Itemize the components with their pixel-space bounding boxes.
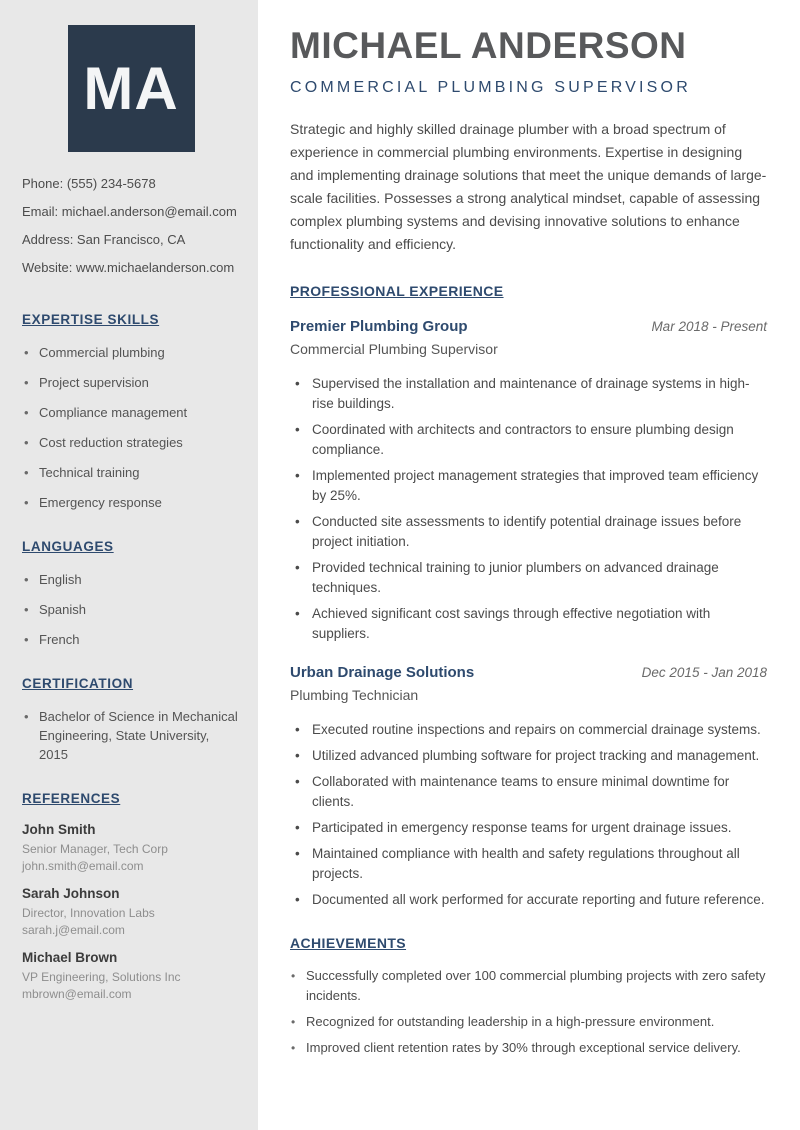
experience-section [290, 283, 767, 910]
languages-list [22, 570, 240, 649]
reference-role: VP Engineering, Solutions Inc [22, 970, 181, 984]
certification-heading: CERTIFICATION [22, 676, 134, 691]
job-bullet: • Collaborated with maintenance teams to ensure minimal downtime for clients. [290, 772, 767, 812]
skill-item: • Commercial plumbing [22, 343, 240, 362]
company-name: Premier Plumbing Group [290, 318, 468, 335]
monogram-badge: MA [68, 25, 195, 152]
reference-card [22, 822, 240, 875]
job-dates: Dec 2015 - Jan 2018 [641, 665, 767, 680]
contact-phone: Phone: (555) 234-5678 [22, 176, 156, 191]
achievement-item: • Recognized for outstanding leadership in a high-pressure environment. [290, 1012, 767, 1032]
reference-name: John Smith [22, 822, 96, 837]
achievements-section [290, 935, 767, 1058]
job-dates: Mar 2018 - Present [651, 319, 767, 334]
job-bullet: • Conducted site assessments to identify potential drainage issues before project initiation. [290, 512, 767, 552]
achievements-heading: ACHIEVEMENTS [290, 935, 407, 951]
skills-heading: EXPERTISE SKILLS [22, 312, 160, 327]
job-bullet: • Participated in emergency response teams for urgent drainage issues. [290, 818, 767, 838]
reference-card [22, 886, 240, 939]
contact-website: Website: www.michaelanderson.com [22, 260, 235, 275]
languages-heading: LANGUAGES [22, 539, 114, 554]
job-entry [290, 664, 767, 910]
job-header [290, 664, 767, 681]
job-header [290, 318, 767, 335]
skill-item: • Cost reduction strategies [22, 433, 240, 452]
experience-heading: PROFESSIONAL EXPERIENCE [290, 283, 504, 299]
reference-email: john.smith@email.com [22, 859, 144, 873]
certification-section [22, 676, 240, 764]
summary-paragraph: Strategic and highly skilled drainage plumber with a broad spectrum of experience in commercial plumbing environments. Expertise in designing and implementing drainage solutions that meet the unique demands of large-scale facilities. Possesses a strong analytical mindset, capable of assessing complex plumbing systems and devising innovative solutions to enhance functionality and efficiency. [290, 121, 767, 252]
job-bullet: • Documented all work performed for accurate reporting and future reference. [290, 890, 767, 910]
skill-item: • Technical training [22, 463, 240, 482]
skills-list [22, 343, 240, 512]
contact-info [22, 176, 240, 275]
skill-item: • Project supervision [22, 373, 240, 392]
candidate-name: MICHAEL ANDERSON [290, 25, 687, 66]
reference-email: sarah.j@email.com [22, 923, 125, 937]
job-bullet: • Implemented project management strategies that improved team efficiency by 25%. [290, 466, 767, 506]
job-role: Commercial Plumbing Supervisor [290, 341, 498, 357]
job-bullet-list [290, 720, 767, 910]
achievements-list [290, 966, 767, 1058]
skill-item: • Compliance management [22, 403, 240, 422]
sidebar [0, 0, 258, 1130]
references-list [22, 822, 240, 1003]
language-item: • French [22, 630, 240, 649]
job-role: Plumbing Technician [290, 687, 419, 703]
skill-item: • Emergency response [22, 493, 240, 512]
certification-item: • Bachelor of Science in Mechanical Engineering, State University, 2015 [22, 707, 240, 764]
reference-name: Michael Brown [22, 950, 118, 965]
resume-main [258, 0, 800, 1130]
language-item: • English [22, 570, 240, 589]
reference-email: mbrown@email.com [22, 987, 132, 1001]
job-bullet: • Supervised the installation and maintenance of drainage systems in high-rise buildings. [290, 374, 767, 414]
contact-email: Email: michael.anderson@email.com [22, 204, 237, 219]
company-name: Urban Drainage Solutions [290, 664, 475, 681]
job-bullet: • Executed routine inspections and repairs on commercial drainage systems. [290, 720, 767, 740]
job-bullet-list [290, 374, 767, 644]
job-bullet: • Provided technical training to junior plumbers on advanced drainage techniques. [290, 558, 767, 598]
job-bullet: • Utilized advanced plumbing software for project tracking and management. [290, 746, 767, 766]
achievement-item: • Improved client retention rates by 30% through exceptional service delivery. [290, 1038, 767, 1058]
reference-role: Director, Innovation Labs [22, 906, 155, 920]
achievement-item: • Successfully completed over 100 commercial plumbing projects with zero safety incidents. [290, 966, 767, 1006]
language-item: • Spanish [22, 600, 240, 619]
job-entry [290, 318, 767, 644]
reference-card [22, 950, 240, 1003]
job-bullet: • Maintained compliance with health and safety regulations throughout all projects. [290, 844, 767, 884]
certification-list [22, 707, 240, 764]
job-bullet: • Coordinated with architects and contractors to ensure plumbing design compliance. [290, 420, 767, 460]
contact-address: Address: San Francisco, CA [22, 232, 186, 247]
languages-section [22, 539, 240, 649]
skills-section [22, 312, 240, 512]
candidate-title: COMMERCIAL PLUMBING SUPERVISOR [290, 79, 691, 96]
reference-role: Senior Manager, Tech Corp [22, 842, 168, 856]
job-bullet: • Achieved significant cost savings through effective negotiation with suppliers. [290, 604, 767, 644]
references-section [22, 791, 240, 1003]
reference-name: Sarah Johnson [22, 886, 120, 901]
references-heading: REFERENCES [22, 791, 121, 806]
